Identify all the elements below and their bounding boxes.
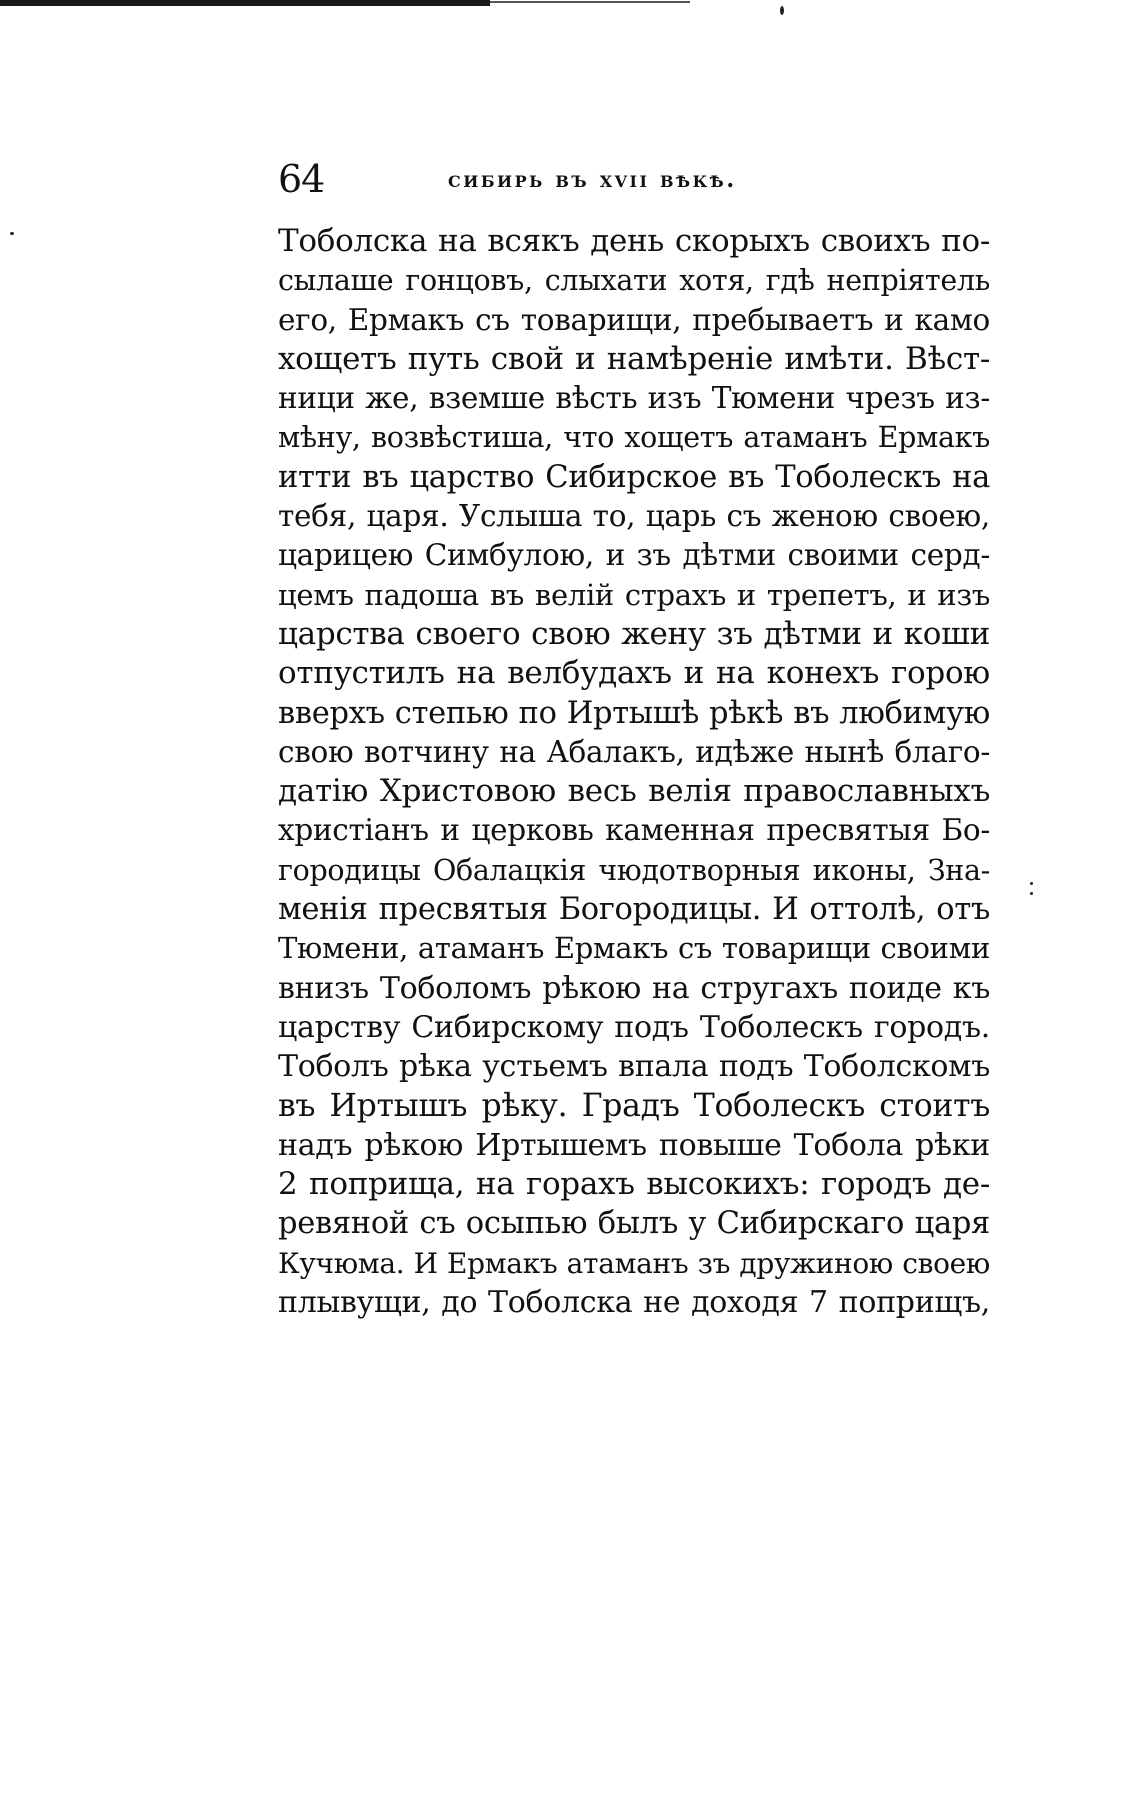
text-line: царицею Симбулою, и зъ дѣтми своими серд- [278,538,990,573]
body-text [278,222,990,1322]
print-speck [10,232,14,235]
top-page-edge-rule [0,0,490,6]
text-line: христiанъ и церковь каменная пресвятыя Бо- [278,813,990,848]
text-line: ревяной съ осыпью былъ у Сибирскаго царя [278,1206,990,1242]
text-line: отпустилъ на велбудахъ и на конехъ горою [278,655,990,692]
running-title: сибирь въ xvii вѣкѣ. [448,166,737,193]
text-line: Тюмени, атаманъ Ермакъ съ товарищи своими [278,931,990,966]
text-line: Тоболска на всякъ день скорыхъ своихъ по- [278,223,990,259]
text-line: его, Ермакъ съ товарищи, пребываетъ и камо [278,302,990,337]
page-number: 64 [278,157,325,201]
text-line: плывущи, до Тоболска не доходя 7 поприщъ, [278,1285,990,1321]
text-line: ници же, вземше вѣсть изъ Тюмени чрезъ из- [278,381,990,416]
text-line: Кучюма. И Ермакъ атаманъ зъ дружиною своею [278,1246,990,1280]
print-speck [780,6,784,15]
text-line: городицы Обалацкiя чюдотворныя иконы, Зна- [278,853,990,887]
text-line: цемъ падоша въ велiй страхъ и трепетъ, и изъ [278,577,990,612]
text-line: мѣну, возвѣстиша, что хощетъ атаманъ Ермакъ [278,421,990,455]
text-line: вверхъ степью по Иртышѣ рѣкѣ въ любимую [278,695,990,731]
text-line: надъ рѣкою Иртышемъ повыше Тобола рѣки [278,1127,990,1163]
text-line: царству Сибирскому подъ Тоболескъ городъ. [278,1009,990,1045]
print-speck [1030,882,1033,885]
print-speck [1030,892,1033,895]
text-line: внизъ Тоболомъ рѣкою на стругахъ поиде къ [278,970,990,1006]
text-line: сылаше гонцовъ, слыхати хотя, гдѣ непрiятель [278,264,990,298]
text-line: датiю Христовою весь велiя православныхъ [278,773,990,810]
text-line: въ Иртышъ рѣку. Градъ Тоболескъ стоитъ [278,1087,990,1124]
text-line: царства своего свою жену зъ дѣтми и коши [278,615,990,652]
text-line: свою вотчину на Абалакъ, идѣже нынѣ благо- [278,734,990,769]
text-line: тебя, царя. Услыша то, царь съ женою своею, [278,499,990,534]
text-line: менiя пресвятыя Богородицы. И оттолѣ, отъ [278,892,990,928]
top-page-edge-rule-thin [490,1,690,3]
page-header [278,154,988,204]
text-line: Тоболъ рѣка устьемъ впала подъ Тоболскомъ [278,1049,990,1085]
text-line: хощетъ путь свой и намѣренiе имѣти. Вѣст- [278,340,990,377]
text-line: 2 поприща, на горахъ высокихъ: городъ де- [278,1166,990,1203]
text-line: итти въ царство Сибирское въ Тоболескъ на [278,459,990,495]
